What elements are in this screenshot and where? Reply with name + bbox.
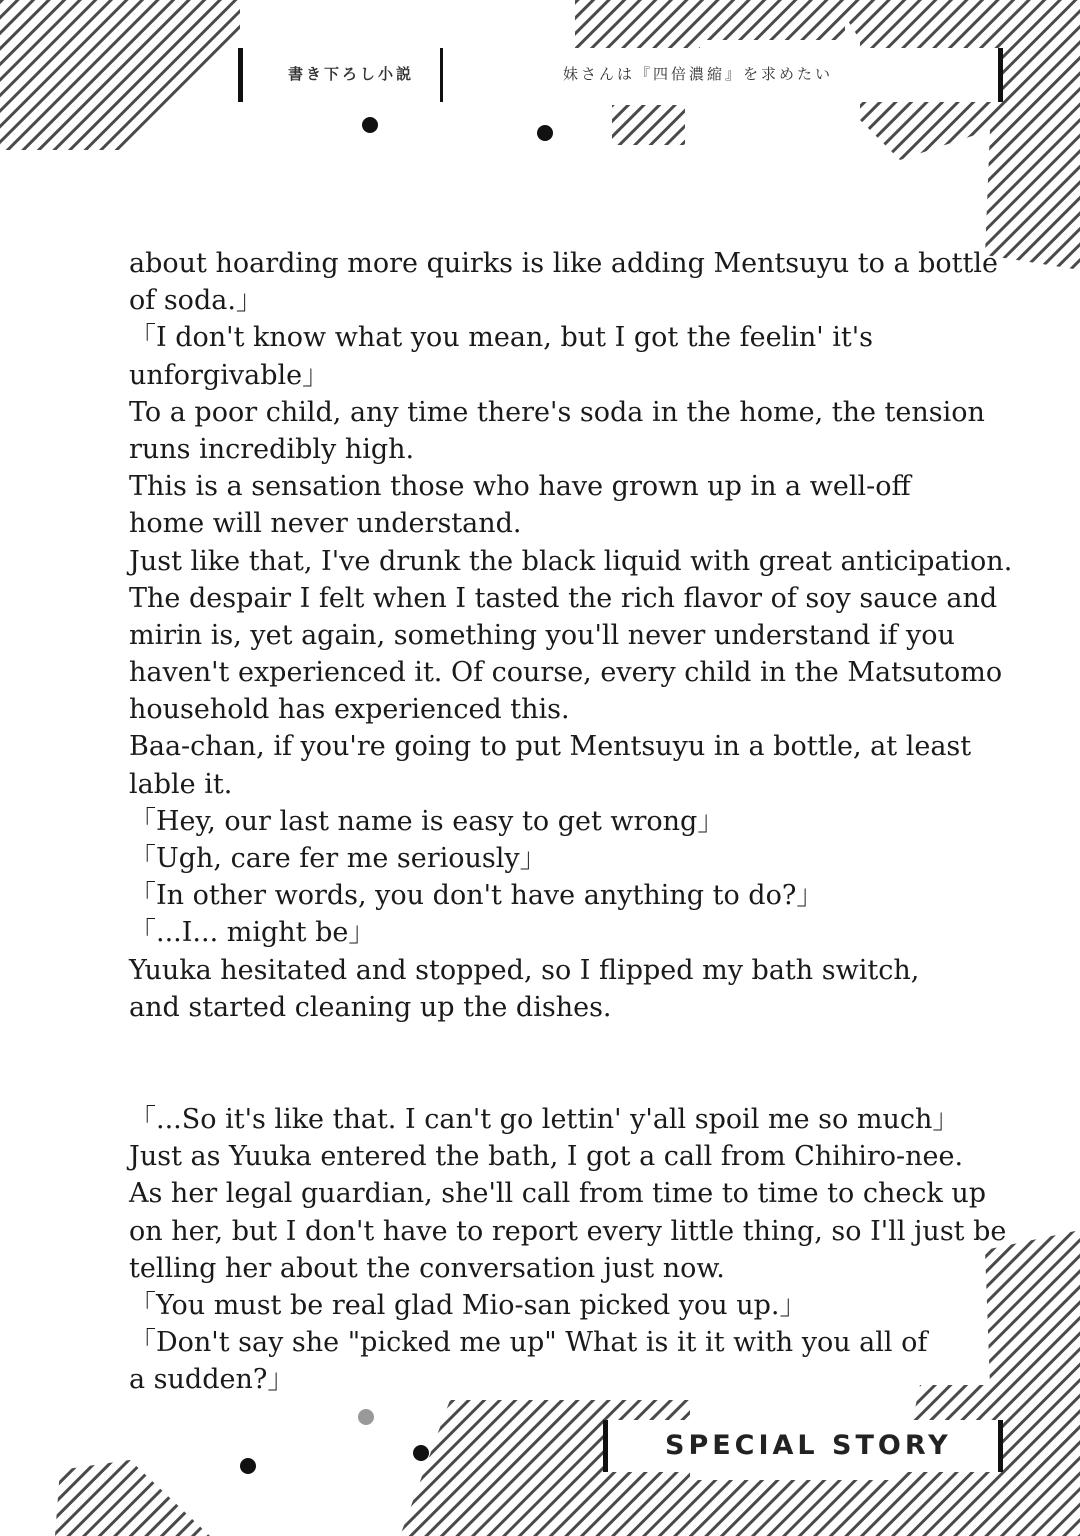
text-line: mirin is, yet again, something you'll never understand if you	[129, 619, 955, 651]
hatch-shape-top-right	[835, 0, 1080, 270]
text-line: Just like that, I've drunk the black liquid with great anticipation.	[129, 545, 1013, 577]
text-line: home will never understand.	[129, 508, 522, 540]
text-line: of soda.」	[129, 285, 263, 317]
footer-bar-left	[603, 1420, 608, 1472]
text-line: 「You must be real glad Mio-san picked you up.」	[129, 1289, 807, 1321]
hatch-shape-top-left	[0, 0, 240, 150]
story-body	[129, 245, 1013, 1398]
text-line: Yuuka hesitated and stopped, so I flipped my bath switch,	[129, 954, 920, 986]
text-line: telling her about the conversation just now.	[129, 1252, 725, 1284]
text-line: haven't experienced it. Of course, every child in the Matsutomo	[129, 657, 1003, 689]
text-line: This is a sensation those who have grown up in a well-off	[129, 471, 911, 503]
hatch-shape-small-top	[612, 105, 685, 145]
text-line: 「I don't know what you mean, but I got the feelin' it's	[129, 322, 873, 354]
text-line: household has experienced this.	[129, 694, 570, 726]
footer-bar-right	[998, 1420, 1003, 1472]
header-divider	[440, 48, 443, 102]
text-line: about hoarding more quirks is like adding Mentsuyu to a bottle	[129, 248, 998, 279]
text-line: 「Don't say she "picked me up" What is it it with you all of	[129, 1327, 928, 1359]
text-line: 「...So it's like that. I can't go lettin' y'all spoil me so much」	[129, 1103, 960, 1135]
footer-label: SPECIAL STORY	[665, 1430, 952, 1461]
section-break	[129, 1026, 929, 1101]
text-line: a sudden?」	[129, 1364, 295, 1396]
dot	[413, 1445, 429, 1461]
text-line: lable it.	[129, 768, 233, 800]
text-line: 「In other words, you don't have anything to do?」	[129, 880, 824, 912]
text-line: on her, but I don't have to report every little thing, so I'll just be	[129, 1215, 1007, 1247]
header-bar-left	[238, 48, 243, 102]
paragraph	[129, 1101, 1007, 1399]
text-line: The despair I felt when I tasted the rich flavor of soy sauce and	[129, 582, 998, 614]
text-line: To a poor child, any time there's soda in the home, the tension	[129, 396, 985, 428]
text-line: 「...I... might be」	[129, 917, 376, 949]
dot	[358, 1409, 374, 1425]
header-title: 妹さんは『四倍濃縮』を求めたい	[563, 65, 834, 83]
text-line: Just as Yuuka entered the bath, I got a call from Chihiro-nee.	[129, 1141, 964, 1173]
text-line: As her legal guardian, she'll call from time to time to check up	[129, 1178, 987, 1210]
hatch-shape-bottom-left	[55, 1460, 210, 1536]
text-line: Baa-chan, if you're going to put Mentsuyu in a bottle, at least	[129, 731, 972, 763]
dot	[240, 1458, 256, 1474]
text-line: unforgivable」	[129, 359, 330, 391]
text-line: runs incredibly high.	[129, 433, 415, 465]
text-line: 「Hey, our last name is easy to get wrong」	[129, 805, 725, 837]
dot	[362, 117, 378, 133]
text-line: 「Ugh, care fer me seriously」	[129, 843, 547, 874]
header-label: 書き下ろし小説	[288, 65, 415, 83]
paragraph	[129, 245, 1013, 1026]
dot	[537, 125, 553, 141]
text-line: and started cleaning up the dishes.	[129, 991, 612, 1023]
header-bar-right	[998, 48, 1003, 102]
